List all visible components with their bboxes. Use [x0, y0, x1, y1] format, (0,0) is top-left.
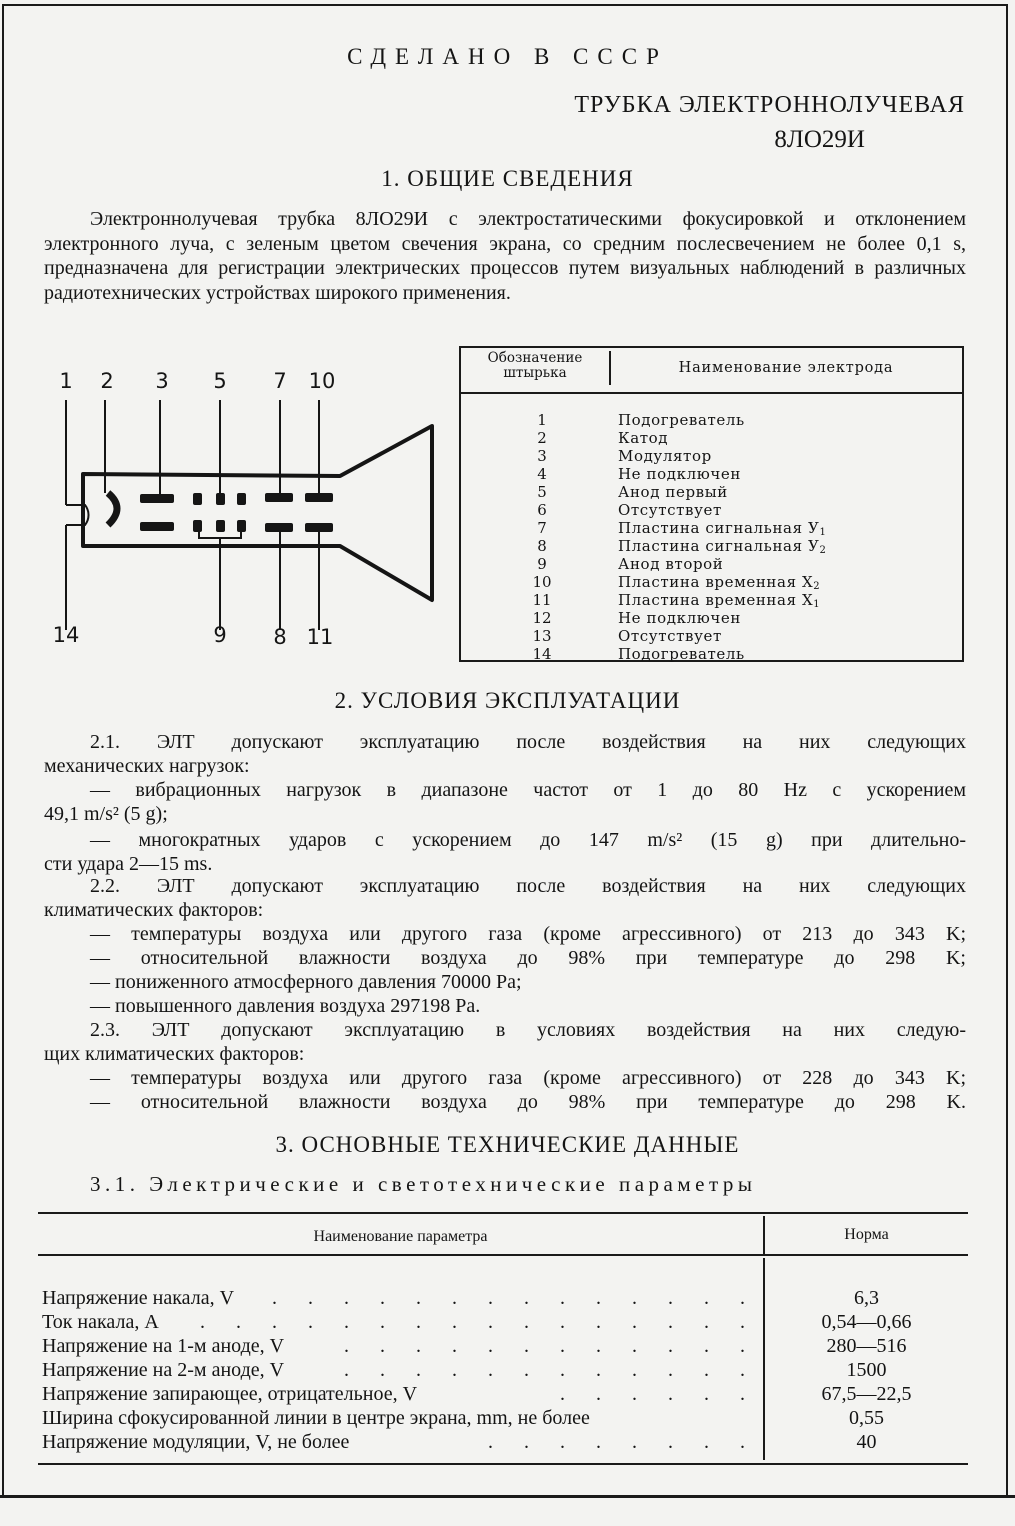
pin-assignment-table [459, 346, 964, 662]
pin-number: 10 [532, 573, 552, 591]
parameter-value: 0,55 [849, 1407, 884, 1429]
pin-table-row [461, 501, 962, 519]
electrode-name-text: Пластина сигнальная У [618, 519, 820, 537]
anode-ring [193, 493, 202, 505]
model-number: 8ЛО29И [774, 126, 865, 153]
electrode-name-text: Отсутствует [618, 501, 722, 519]
electrode-name [618, 465, 741, 483]
parameter-value: 1500 [846, 1359, 887, 1381]
leader-dots: . . . . . . . . . . . . [344, 1359, 758, 1381]
made-in-label: СДЕЛАНО В СССР [347, 44, 668, 69]
pin-number: 4 [537, 465, 547, 483]
parameter-name: Ширина сфокусированной линии в центре экрана, mm, не более [42, 1407, 590, 1429]
section-2-line: — повышенного давления воздуха 297198 Pa. [90, 995, 481, 1017]
electrode-name-text: Подогреватель [618, 645, 745, 663]
parameter-name: Напряжение запирающее, отрицательное, V [42, 1383, 418, 1405]
norm-column-header: Норма [844, 1226, 889, 1243]
leader-dots: . . . . . . . . [488, 1431, 758, 1453]
pin-label: 7 [273, 369, 287, 393]
table-bottom-rule [38, 1463, 968, 1465]
pin-table-header [461, 348, 962, 394]
plate-x1 [305, 523, 333, 532]
parameter-row [38, 1358, 968, 1382]
electrode-name-text: Анод второй [618, 555, 724, 573]
pin-table-row [461, 429, 962, 447]
parameter-row [38, 1286, 968, 1310]
electrode-name-text: Анод первый [618, 483, 728, 501]
section-1-text: Электроннолучевая трубка 8ЛО29И с электростатическими фокусировкой и отклонением электронного луча, с зеленым цветом свечения экрана, со средним послесвечением не более 0,1 s, предназначена для регистрации электрических процессов путем визуальных наблюдений в различных радиотехнических устройствах широкого применения. [44, 208, 966, 304]
parameter-value: 280—516 [826, 1335, 907, 1357]
section-2-line: 49,1 m/s² (5 g); [44, 803, 168, 825]
anode-ring [193, 520, 202, 532]
plate-x2 [305, 493, 333, 502]
crt-pin-diagram [30, 360, 460, 660]
plate-y1 [265, 493, 293, 502]
pin-label: 10 [308, 369, 336, 393]
pin-table-row [461, 411, 962, 429]
section-2-heading: 2. УСЛОВИЯ ЭКСПЛУАТАЦИИ [334, 688, 681, 713]
electrode-column-header: Наименование электрода [678, 360, 894, 376]
anode-ring [216, 493, 225, 505]
leader-dots: . . . . . . [560, 1383, 758, 1405]
section-2-line: — температуры воздуха или другого газа (кроме агрессивного) от 213 до 343 K; [90, 923, 966, 945]
pin-column-header: Обозначение штырька [461, 351, 611, 385]
pin-table-row [461, 519, 962, 537]
pin-number: 12 [532, 609, 552, 627]
electrode-name-text: Не подключен [618, 465, 741, 483]
parameter-row [38, 1430, 968, 1454]
section-2-line: щих климатических факторов: [44, 1043, 305, 1065]
parameter-value: 6,3 [854, 1287, 879, 1309]
pin-number: 8 [537, 537, 547, 555]
pin-label: 2 [100, 369, 114, 393]
leader-dots: . . . . . . . . . . . . . . [272, 1287, 758, 1309]
pin-number: 13 [532, 627, 552, 645]
electrode-name [618, 555, 723, 573]
electrode-name [618, 447, 712, 465]
pin-table-row [461, 645, 962, 663]
pin-number: 2 [537, 429, 547, 447]
electrode-name [618, 411, 745, 429]
pin-table-body [461, 411, 962, 663]
pin-table-row [461, 537, 962, 555]
electrode-subscript: 1 [813, 599, 821, 610]
parameter-value: 0,54—0,66 [821, 1311, 912, 1333]
section-2-line: 2.1. ЭЛТ допускают эксплуатацию после воздействия на них следующих [90, 731, 966, 753]
pin-number: 7 [537, 519, 547, 537]
parameter-name: Напряжение накала, V [42, 1287, 235, 1309]
pin-number: 6 [537, 501, 547, 519]
plate-y2 [265, 523, 293, 532]
electrode-name [618, 627, 722, 645]
modulator-bottom [140, 522, 174, 531]
pin-label: 1 [59, 369, 73, 393]
pin-table-row [461, 609, 962, 627]
pin-label: 8 [273, 625, 287, 649]
pin-number: 11 [532, 591, 552, 609]
pin-number: 3 [537, 447, 547, 465]
pin-table-row [461, 627, 962, 645]
section-1-heading: 1. ОБЩИЕ СВЕДЕНИЯ [381, 166, 634, 191]
electrode-name-text: Пластина сигнальная У [618, 537, 820, 555]
pin-table-row [461, 591, 962, 609]
section-2-line: климатических факторов: [44, 899, 264, 921]
pin-label: 14 [52, 623, 80, 647]
section-2-line: сти удара 2—15 ms. [44, 853, 213, 875]
parameters-table-body [38, 1286, 968, 1454]
parameter-value: 40 [856, 1431, 877, 1453]
pin-table-row [461, 555, 962, 573]
parameter-row [38, 1310, 968, 1334]
parameter-name: Напряжение модуляции, V, не более [42, 1431, 350, 1453]
parameter-row [38, 1334, 968, 1358]
parameter-row [38, 1382, 968, 1406]
electrode-subscript: 1 [819, 527, 827, 538]
table-top-rule [38, 1212, 968, 1214]
pin-label: 11 [306, 625, 334, 649]
section-2-line: — многократных ударов с ускорением до 147 m/s² (15 g) при длительно- [90, 829, 966, 851]
cathode [108, 493, 117, 525]
pin-label: 5 [213, 369, 227, 393]
section-2-line: — температуры воздуха или другого газа (кроме агрессивного) от 228 до 343 K; [90, 1067, 966, 1089]
header-rule [38, 1254, 968, 1256]
leader-dots: . . . . . . . . . . . . . . . . [200, 1311, 758, 1333]
electrode-name [618, 501, 722, 519]
section-2-line: — относительной влажности воздуха до 98% при температуре до 298 K. [90, 1091, 966, 1113]
parameter-name: Напряжение на 2-м аноде, V [42, 1359, 285, 1381]
tube-outline [83, 426, 432, 600]
parameter-row [38, 1406, 968, 1430]
electrode-name [618, 483, 728, 501]
pin-number: 1 [537, 411, 547, 429]
pin-number: 14 [532, 645, 552, 663]
pin-table-row [461, 447, 962, 465]
electrode-name [618, 609, 741, 627]
pin-table-row [461, 573, 962, 591]
anode-ring [237, 493, 246, 505]
pin-number: 5 [537, 483, 547, 501]
electrode-name-text: Подогреватель [618, 411, 745, 429]
heater-loop [66, 505, 89, 525]
leader-dots: . . . . . . . . . . . . [344, 1335, 758, 1357]
electrode-name [618, 429, 668, 447]
section-2-line: 2.2. ЭЛТ допускают эксплуатацию после воздействия на них следующих [90, 875, 966, 897]
section-2-line: — пониженного атмосферного давления 70000 Pa; [90, 971, 522, 993]
electrode-name-text: Модулятор [618, 447, 712, 465]
section-2-line: механических нагрузок: [44, 755, 250, 777]
parameter-name: Ток накала, A [42, 1311, 159, 1333]
anode-ring [216, 520, 225, 532]
pin-label: 3 [155, 369, 169, 393]
electrode-subscript: 2 [813, 581, 821, 592]
pin-number: 9 [537, 555, 547, 573]
parameter-column-header: Наименование параметра [313, 1228, 488, 1245]
electrode-name-text: Катод [618, 429, 669, 447]
section-2-line: — относительной влажности воздуха до 98% при температуре до 298 K; [90, 947, 966, 969]
pin-label: 9 [213, 623, 227, 647]
modulator-top [140, 494, 174, 503]
electrode-name [618, 645, 745, 663]
document-title: ТРУБКА ЭЛЕКТРОННОЛУЧЕВАЯ [574, 92, 965, 118]
anode-ring [237, 520, 246, 532]
parameter-value: 67,5—22,5 [821, 1383, 912, 1405]
section-3-heading: 3. ОСНОВНЫЕ ТЕХНИЧЕСКИЕ ДАННЫЕ [275, 1132, 740, 1157]
section-2-line: — вибрационных нагрузок в диапазоне частот от 1 до 80 Hz с ускорением [90, 779, 966, 801]
electrode-name-text: Пластина временная X [618, 591, 814, 609]
section-3-subheading: 3.1. Электрические и светотехнические параметры [90, 1172, 757, 1196]
pin-table-row [461, 483, 962, 501]
parameters-table [38, 1212, 968, 1477]
parameter-name: Напряжение на 1-м аноде, V [42, 1335, 285, 1357]
pin-table-row [461, 465, 962, 483]
electrode-name-text: Не подключен [618, 609, 741, 627]
electrode-name-text: Пластина временная X [618, 573, 814, 591]
bottom-rule [0, 1495, 1015, 1498]
section-2-line: 2.3. ЭЛТ допускают эксплуатацию в условиях воздействия на них следую- [90, 1019, 966, 1041]
electrode-subscript: 2 [819, 545, 827, 556]
electrode-name-text: Отсутствует [618, 627, 722, 645]
